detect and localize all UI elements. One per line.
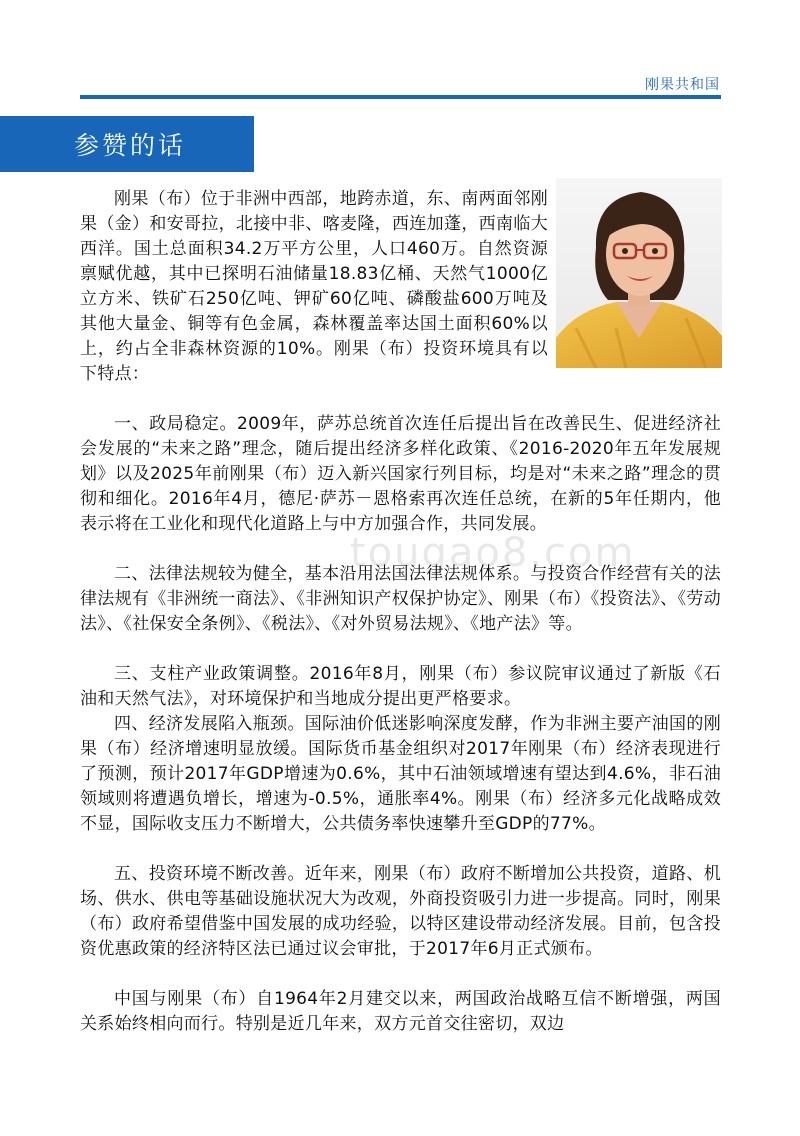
section-title: 参赞的话 — [74, 131, 187, 160]
paragraph-legal-framework: 二、法律法规较为健全，基本沿用法国法律法规体系。与投资合作经营有关的法律法规有《非洲统一商法》、《非洲知识产权保护协定》、刚果（布）《投资法》、《劳动法》、《社保安全条例》、《税法》、《对外贸易法规》、《地产法》等。 — [80, 564, 721, 634]
paragraph-political-stability: 一、政局稳定。2009年，萨苏总统首次连任后提出旨在改善民生、促进经济社会发展的“未来之路”理念，随后提出经济多样化政策、《2016-2020年五年发展规划》以及2025年前刚果（布）迈入新兴国家行列目标，均是对“未来之路”理念的贯彻和细化。2016年4月，德尼·萨苏－恩格索再次连任总统，在新的5年任期内，他表示将在工业化和现代化道路上与中方加强合作，共同发展。 — [80, 414, 721, 534]
intro-paragraph: 刚果（布）位于非洲中西部，地跨赤道，东、南两面邻刚果（金）和安哥拉，北接中非、喀麦隆，西连加蓬，西南临大西洋。国土总面积34.2万平方公里，人口460万。自然资源禀赋优越，其中已探明石油储量18.83亿桶、天然气1000亿立方米、铁矿石250亿吨、钾矿60亿吨、磷酸盐600万吨及其他大量金、铜等有色金属，森林覆盖率达国土面积60%以上，约占全非森林资源的10%。刚果（布）投资环境具有以下特点： — [80, 189, 548, 384]
paragraph-economic-bottleneck: 四、经济发展陷入瓶颈。国际油价低迷影响深度发酵，作为非洲主要产油国的刚果（布）经济增速明显放缓。国际货币基金组织对2017年刚果（布）经济表现进行了预测，预计2017年GDP增速为0.6%，其中石油领域增速有望达到4.6%，非石油领域则将遭遇负增长，增速为-0.5%，通胀率4%。刚果（布）经济多元化战略成效不显，国际收支压力不断增大，公共债务率快速攀升至GDP的77%。 — [80, 714, 721, 834]
paragraph-industry-policy: 三、支柱产业政策调整。2016年8月，刚果（布）参议院审议通过了新版《石油和天然气法》，对环境保护和当地成分提出更严格要求。 — [80, 664, 721, 709]
section-title-box — [0, 116, 254, 172]
header-rule — [80, 95, 721, 99]
watermark: tougao8.com — [350, 530, 636, 576]
running-header-country: 刚果共和国 — [645, 77, 720, 93]
paragraph-bilateral-relations: 中国与刚果（布）自1964年2月建交以来，两国政治战略互信不断增强，两国关系始终相向而行。特别是近几年来，双方元首交往密切，双边 — [80, 989, 721, 1034]
counselor-portrait — [556, 178, 722, 368]
paragraph-investment-environment: 五、投资环境不断改善。近年来，刚果（布）政府不断增加公共投资，道路、机场、供水、供电等基础设施状况大为改观，外商投资吸引力进一步提高。同时，刚果（布）政府希望借鉴中国发展的成功经验，以特区建设带动经济发展。目前，包含投资优惠政策的经济特区法已通过议会审批，于2017年6月正式颁布。 — [80, 864, 721, 959]
